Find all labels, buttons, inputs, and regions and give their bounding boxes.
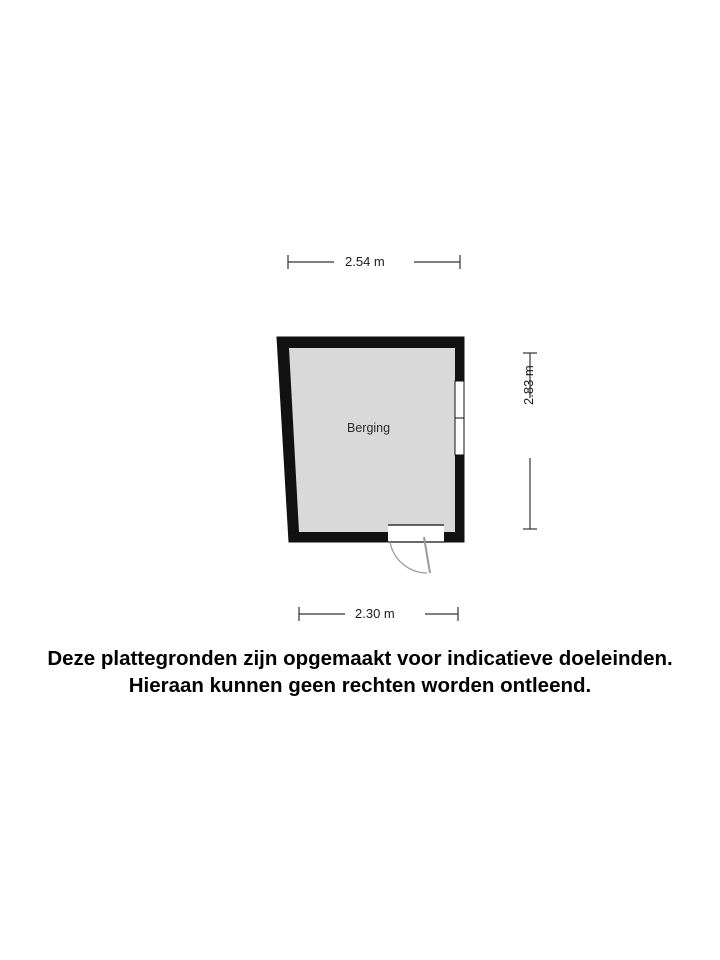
dimension-label-bottom: 2.30 m: [355, 606, 395, 621]
dimension-label-top: 2.54 m: [345, 254, 385, 269]
disclaimer-text: [0, 645, 720, 700]
disclaimer-line-2: Hieraan kunnen geen rechten worden ontleend.: [128, 674, 592, 698]
room-walls: [277, 337, 464, 542]
dimension-label-right: 2.83 m: [521, 365, 536, 405]
disclaimer-line-1: Deze plattegronden zijn opgemaakt voor indicatieve doeleinden.: [47, 647, 673, 670]
window-right-wall: [455, 381, 464, 455]
door-bottom-wall: [388, 525, 444, 573]
room-label-berging: Berging: [347, 421, 391, 435]
